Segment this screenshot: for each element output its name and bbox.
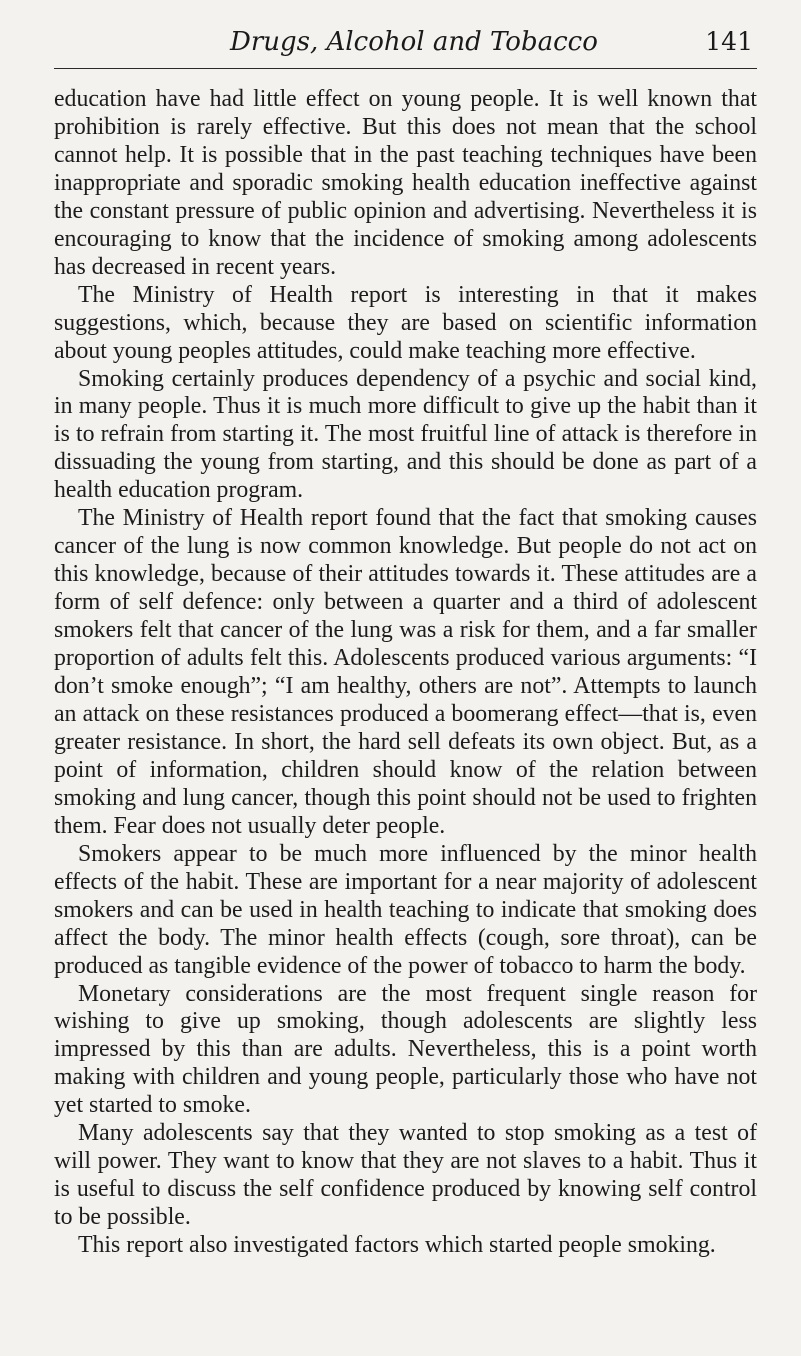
paragraph-monetary: Monetary considerations are the most frequent single reason for wishing to give up smoking, though adolescents are slightly less impressed by this than are adults. Nevertheless, this is a point worth making with children and young people, particularly those who have not yet started to smoke. [54,980,757,1119]
paragraph-continuation: education have had little effect on young people. It is well known that prohibition is rarely effective. But this does not mean that the school cannot help. It is possible that in the past teaching techniques have been inappropriate and sporadic smoking health education ineffective against the constant pressure of public opinion and advertising. Nevertheless it is encouraging to know that the incidence of smoking among adolescents has decreased in recent years. [54,86,757,280]
paragraph-dependency: Smoking certainly produces dependency of a psychic and social kind, in many people. Thus it is much more difficult to give up the habit than it is to refrain from starting it. The most fruitful line of attack is therefore in dissuading the young from starting, and this should be done as part of a health education program. [54,365,757,504]
running-header [54,18,757,69]
paragraph-minor-health-effects: Smokers appear to be much more influenced by the minor health effects of the habit. These are important for a near majority of adolescent smokers and can be used in health teaching to indicate that smoking does affect the body. The minor health effects (cough, sore throat), can be produced as tangible evidence of the power of tobacco to harm the body. [54,840,757,979]
paragraph-will-power: Many adolescents say that they wanted to stop smoking as a test of will power. They want to know that they are not slaves to a habit. Thus it is useful to discuss the self confidence produced by knowing self control to be possible. [54,1120,757,1231]
page-number: 141 [705,27,753,56]
paragraph-starting-factors: This report also investigated factors which started people smoking. [78,1232,716,1259]
paragraph-ministry-suggestions: The Ministry of Health report is interesting in that it makes suggestions, which, because they are based on scientific information about young peoples attitudes, could make teaching more effective. [54,281,757,364]
running-title: Drugs, Alcohol and Tobacco [230,27,598,57]
body-text [54,86,757,1260]
paragraph-lung-cancer: The Ministry of Health report found that the fact that smoking causes cancer of the lung is now common knowledge. But people do not act on this knowledge, because of their attitudes towards it. These attitudes are a form of self defence: only between a quarter and a third of adolescent smokers felt that cancer of the lung was a risk for them, and a far smaller proportion of adults felt this. Adolescents produced various arguments: “I don’t smoke enough”; “I am healthy, others are not”. Attempts to launch an attack on these resistances produced a boomerang effect—that is, even greater resistance. In short, the hard sell defeats its own object. But, as a point of information, children should know of the relation between smoking and lung cancer, though this point should not be used to frighten them. Fear does not usually deter people. [54,505,757,839]
